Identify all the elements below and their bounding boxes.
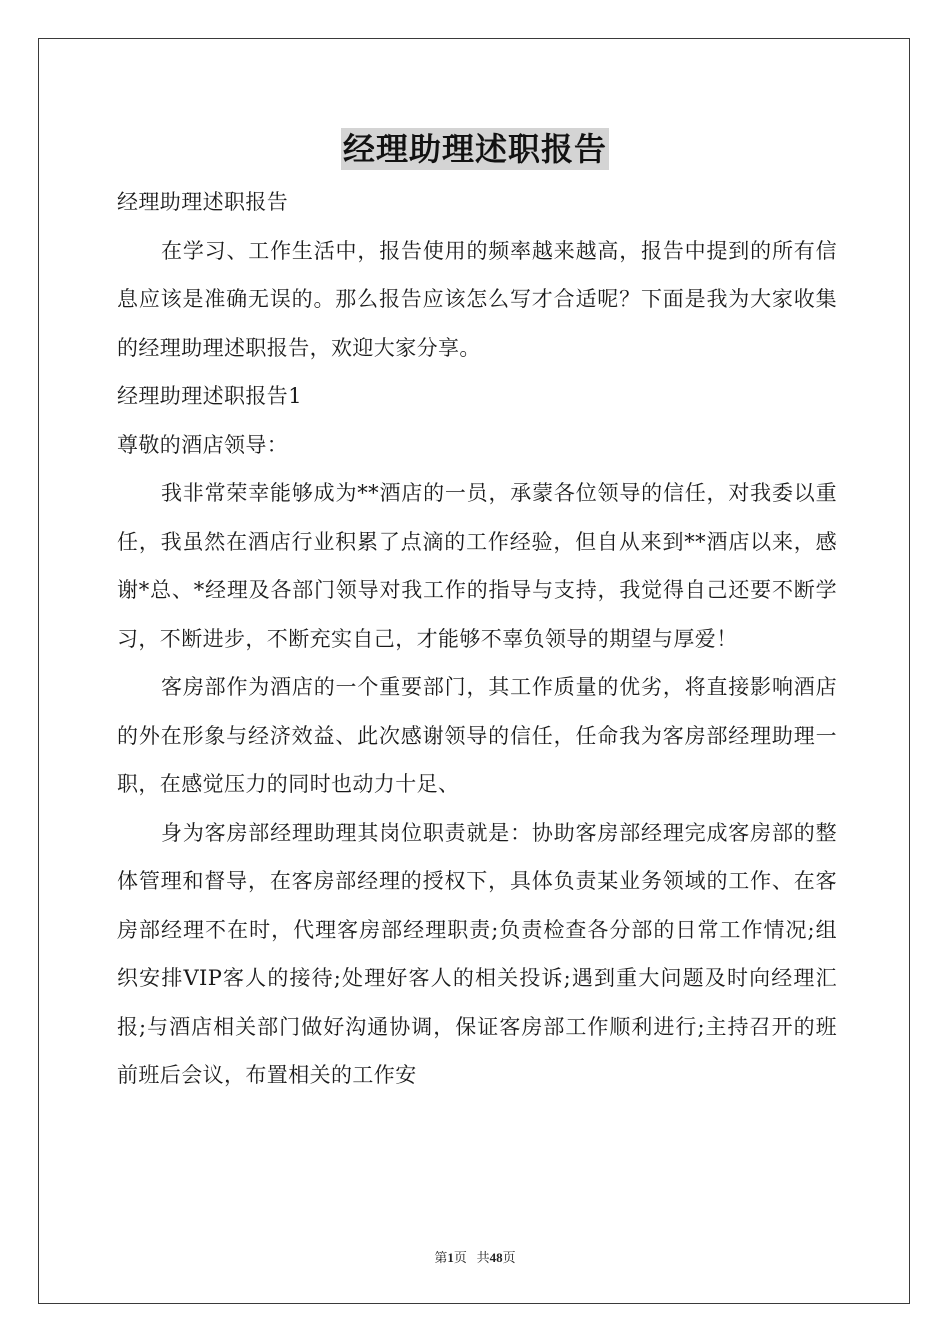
total-prefix: 共 <box>476 1250 490 1265</box>
page-footer <box>0 1247 950 1266</box>
body-paragraph: 尊敬的酒店领导： <box>117 432 289 457</box>
total-suffix: 页 <box>502 1250 516 1265</box>
document-title <box>0 128 950 170</box>
page-prefix: 第 <box>434 1250 448 1265</box>
body-paragraph: 经理助理述职报告 <box>117 190 289 214</box>
body-paragraph: 在学习、工作生活中，报告使用的频率越来越高，报告中提到的所有信息应该是准确无误的。那么报告应该怎么写才合适呢？下面是我为大家收集的经理助理述职报告，欢迎大家分享。 <box>117 238 837 360</box>
body-paragraph: 我非常荣幸能够成为**酒店的一员，承蒙各位领导的信任，对我委以重任，我虽然在酒店行业积累了点滴的工作经验，但自从来到**酒店以来，感谢*总、*经理及各部门领导对我工作的指导与支持，我觉得自己还要不断学习，不断进步，不断充实自己，才能够不辜负领导的期望与厚爱！ <box>117 481 837 651</box>
total-pages: 48 <box>489 1250 503 1265</box>
body-paragraph: 经理助理述职报告1 <box>117 384 302 408</box>
body-paragraph: 客房部作为酒店的一个重要部门，其工作质量的优劣，将直接影响酒店的外在形象与经济效益、此次感谢领导的信任，任命我为客房部经理助理一职，在感觉压力的同时也动力十足、 <box>117 675 837 796</box>
page-number: 1 <box>447 1250 454 1265</box>
document-title-text: 经理助理述职报告 <box>342 130 607 168</box>
document-body <box>117 178 837 1100</box>
page-suffix: 页 <box>453 1250 467 1265</box>
body-paragraph: 身为客房部经理助理其岗位职责就是：协助客房部经理完成客房部的整体管理和督导，在客房部经理的授权下，具体负责某业务领域的工作、在客房部经理不在时，代理客房部经理职责;负责检查各分部的日常工作情况;组织安排VIP客人的接待;处理好客人的相关投诉;遇到重大问题及时向经理汇报;与酒店相关部门做好沟通协调，保证客房部工作顺利进行;主持召开的班前班后会议，布置相关的工作安 <box>117 820 837 1087</box>
